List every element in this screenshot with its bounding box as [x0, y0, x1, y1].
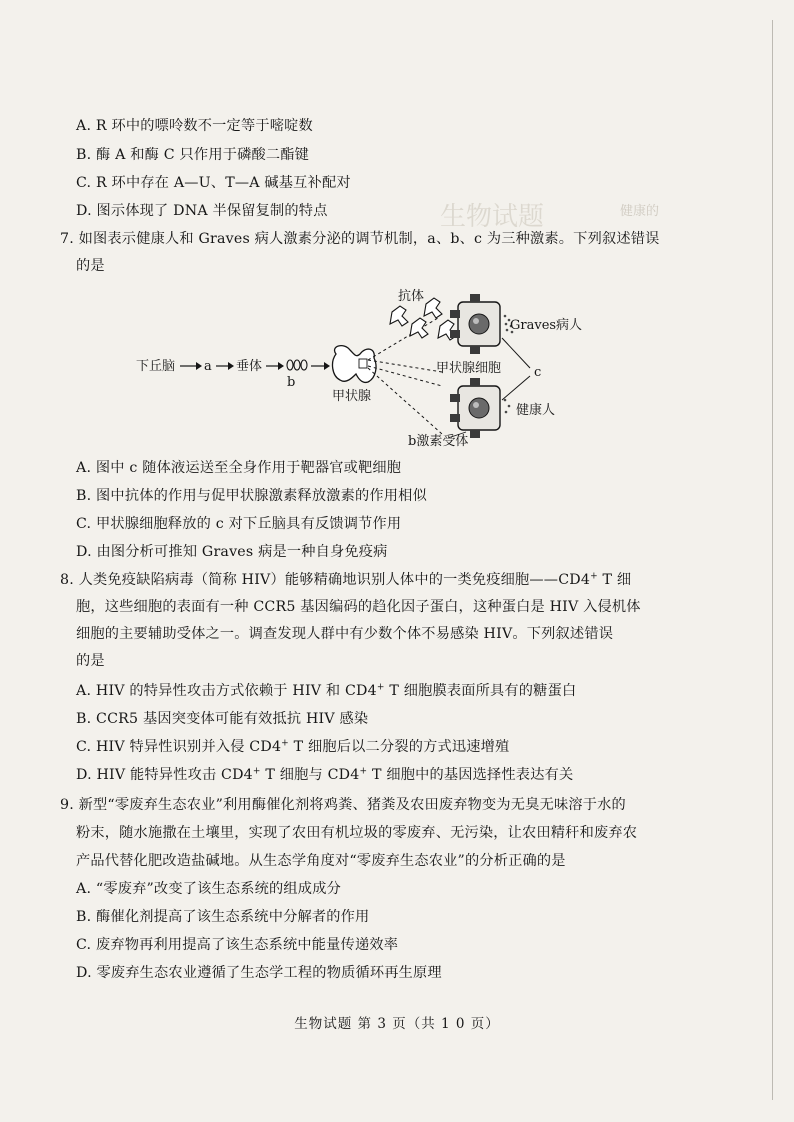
q8-option-c [76, 737, 509, 757]
q9-option-d: D. 零废弃生态农业遵循了生态学工程的物质循环再生原理 [76, 965, 442, 981]
q8-stem-line3: 细胞的主要辅助受体之一。调查发现人群中有少数个体不易感染 HIV。下列叙述错误 [76, 626, 614, 642]
hypothalamus-label: 下丘脑 [136, 359, 176, 374]
thyroid-label: 甲状腺 [332, 389, 372, 404]
q8-option-b: B. CCR5 基因突变体可能有效抵抗 HIV 感染 [76, 711, 369, 727]
q8-stem-line2: 胞，这些细胞的表面有一种 CCR5 基因编码的趋化因子蛋白，这种蛋白是 HIV 入侵机体 [76, 599, 641, 615]
bleed-through-text: 生物试题 [440, 202, 545, 232]
thyroid-gland-shape [333, 346, 376, 383]
q9-option-a: A. “零废弃”改变了该生态系统的组成成分 [76, 881, 341, 897]
q7-stem-line2: 的是 [76, 258, 105, 274]
q8-option-d-text: D. HIV 能特异性攻击 CD4 [76, 767, 253, 783]
hormone-b-label: b [287, 375, 296, 390]
q8-stem-text: T 细 [597, 572, 632, 588]
q8-option-d-text: T 细胞与 CD4 [260, 767, 360, 783]
q8-stem-text: 8. 人类免疫缺陷病毒（简称 HIV）能够精确地识别人体中的一类免疫细胞——CD4 [60, 572, 591, 588]
q8-option-d-text: T 细胞中的基因选择性表达有关 [367, 767, 574, 783]
q8-option-a [76, 681, 576, 701]
q7-option-c: C. 甲状腺细胞释放的 c 对下丘脑具有反馈调节作用 [76, 516, 402, 532]
q7-option-a: A. 图中 c 随体液运送至全身作用于靶器官或靶细胞 [76, 460, 402, 476]
q8-option-c-text: C. HIV 特异性识别并入侵 CD4 [76, 739, 282, 755]
healthy-thyroid-cell [450, 378, 510, 438]
page-footer: 生物试题 第 3 页（共 1 0 页） [294, 1016, 500, 1032]
q8-option-a-text: T 细胞膜表面所具有的糖蛋白 [384, 683, 577, 699]
superscript-plus: + [359, 766, 368, 777]
pituitary-label: 垂体 [236, 359, 263, 374]
superscript-plus: + [376, 682, 385, 693]
thyroid-cell-label: 甲状腺细胞 [436, 361, 502, 376]
antibody-icons [390, 298, 456, 340]
q9-stem-line3: 产品代替化肥改造盐碱地。从生态学角度对“零废弃生态农业”的分析正确的是 [76, 853, 566, 869]
q6-option-c: C. R 环中存在 A—U、T—A 碱基互补配对 [76, 175, 351, 191]
q8-stem-line4: 的是 [76, 653, 105, 669]
q9-stem-line1: 9. 新型“零废弃生态农业”利用酶催化剂将鸡粪、猪粪及农田废弃物变为无臭无味溶于水的 [60, 797, 626, 813]
binding-margin [772, 20, 773, 1100]
graves-thyroid-cell [450, 294, 513, 354]
hormone-regulation-diagram [130, 282, 590, 447]
q9-option-c: C. 废弃物再利用提高了该生态系统中能量传递效率 [76, 937, 399, 953]
healthy-label: 健康人 [516, 403, 556, 418]
q6-option-a: A. R 环中的嘌呤数不一定等于嘧啶数 [76, 118, 313, 134]
receptor-label: b激素受体 [408, 434, 469, 447]
q9-stem-line2: 粉末，随水施撒在土壤里，实现了农田有机垃圾的零废弃、无污染，让农田精秆和废弃农 [76, 825, 638, 841]
q8-stem-line1 [60, 570, 631, 590]
superscript-plus: + [252, 766, 261, 777]
q7-option-d: D. 由图分析可推知 Graves 病是一种自身免疫病 [76, 544, 388, 560]
q8-option-d [76, 765, 573, 785]
q8-option-a-text: A. HIV 的特异性攻击方式依赖于 HIV 和 CD4 [76, 683, 377, 699]
superscript-plus: + [281, 738, 289, 749]
antibody-label: 抗体 [398, 289, 425, 304]
q9-option-b: B. 酶催化剂提高了该生态系统中分解者的作用 [76, 909, 370, 925]
q8-option-c-text: T 细胞后以二分裂的方式迅速增殖 [288, 739, 510, 755]
superscript-plus: + [590, 571, 598, 582]
hormone-a-label: a [204, 359, 212, 374]
graves-label: Graves病人 [510, 318, 583, 333]
q7-stem-line1: 7. 如图表示健康人和 Graves 病人激素分泌的调节机制，a、b、c 为三种激素。下列叙述错误 [60, 231, 660, 247]
hormone-c-label: c [534, 365, 542, 380]
q6-option-b: B. 酶 A 和酶 C 只作用于磷酸二酯键 [76, 147, 310, 163]
hormone-b-molecules [287, 360, 307, 370]
bleed-through-text: 健康的 [620, 204, 660, 219]
q6-option-d: D. 图示体现了 DNA 半保留复制的特点 [76, 203, 328, 219]
q7-option-b: B. 图中抗体的作用与促甲状腺激素释放激素的作用相似 [76, 488, 427, 504]
